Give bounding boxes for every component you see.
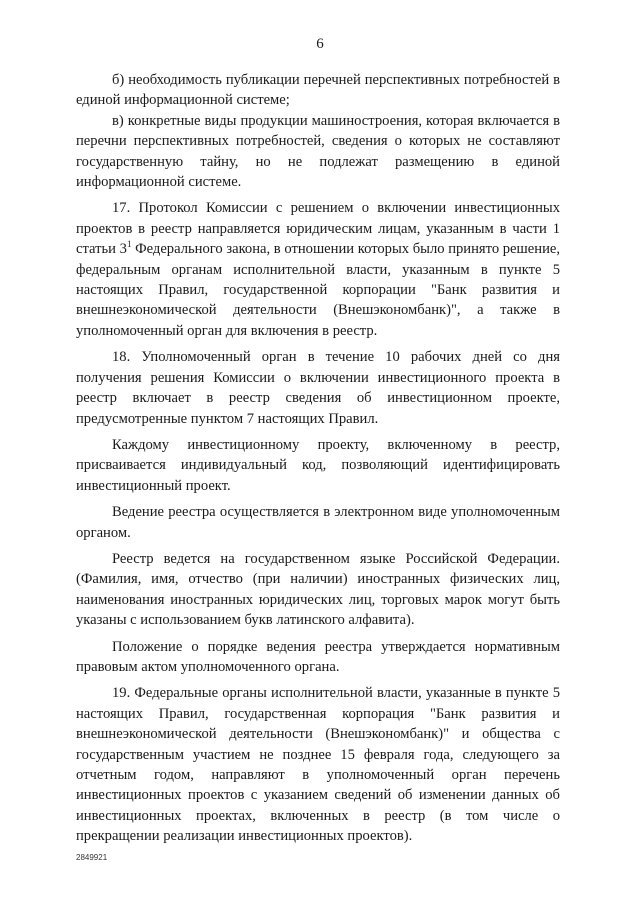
paragraph-19: 19. Федеральные органы исполнительной власти, указанные в пункте 5 настоящих Правил, государственная корпорация "Банк развития и внешнеэкономической деятельности (Внешэкономбанк)" и общества с государственным участием не позднее 15 февраля года, следующего за отчетным годом, направляют в уполномоченный орган перечень инвестиционных проектов с указанием сведений об изменении данных об инвестиционных проектах, включенных в реестр (в том числе о прекращении реализации инвестиционных проектов). [76,685,560,845]
paragraph-17-text-cont: Федерального закона, в отношении которых было принято решение, федеральным органам исполнительной власти, указанным в пункте 5 настоящих Правил, государственной корпорации "Банк развития и внешнеэкономической деятельности (Внешэкономбанк)", а также в уполномоченный орган для включения в реестр. [76,241,560,339]
paragraph-b: б) необходимость публикации перечней перспективных потребностей в единой информационной системе; [76,72,560,109]
paragraph-18-language: Реестр ведется на государственном языке Российской Федерации. (Фамилия, имя, отчество (при наличии) иностранных физических лиц, наименования иностранных юридических лиц, торговых марок могут быть указаны с использованием букв латинского алфавита). [76,550,560,629]
document-code: 2849921 [76,853,108,862]
paragraph-18-code: Каждому инвестиционному проекту, включенному в реестр, присваивается индивидуальный код, позволяющий идентифицировать инвестиционный проект. [76,436,560,494]
document-body [76,70,560,847]
paragraph-17 [76,198,560,341]
paragraph-18: 18. Уполномоченный орган в течение 10 рабочих дней со дня получения решения Комиссии о включении инвестиционного проекта в реестр включает в реестр сведения об инвестиционном проекте, предусмотренные пунктом 7 настоящих Правил. [76,349,560,427]
superscript: 1 [126,239,132,250]
paragraph-17-text: 17. Протокол Комиссии с решением о включении инвестиционных проектов в реестр направляется юридическим лицам, указанным в части 1 статьи 3 [76,200,560,258]
paragraph-v: в) конкретные виды продукции машиностроения, которая включается в перечни перспективных потребностей, сведения о которых не составляют государственную тайну, но не подлежат размещению в единой информационной системе. [76,112,560,191]
paragraph-18-electronic: Ведение реестра осуществляется в электронном виде уполномоченным органом. [76,504,560,541]
page-number: 6 [316,36,324,52]
paragraph-18-regulation: Положение о порядке ведения реестра утверждается нормативным правовым актом уполномоченного органа. [76,638,560,675]
